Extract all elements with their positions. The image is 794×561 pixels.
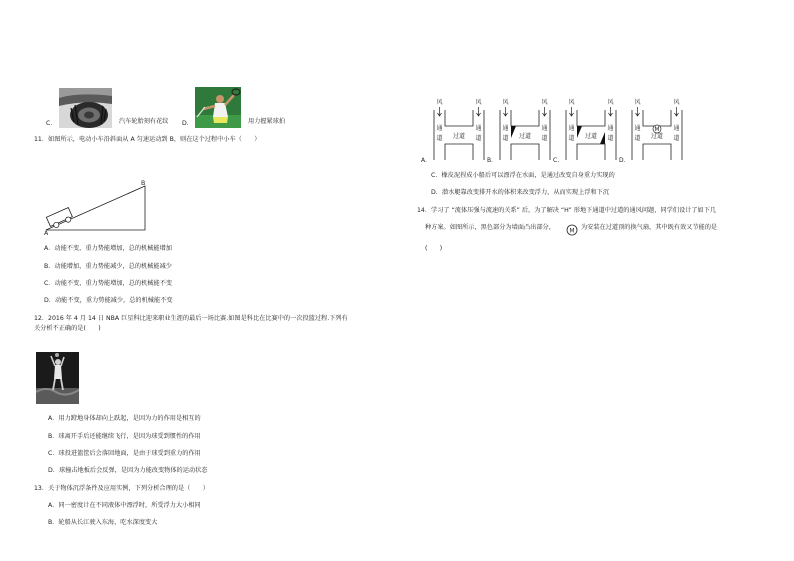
basketball-photo bbox=[36, 352, 79, 404]
passage-label: 过道 bbox=[452, 133, 466, 140]
channel-label: 通 bbox=[502, 125, 509, 132]
tunnel-diagram-c bbox=[553, 98, 616, 164]
wind-arrow-icon bbox=[438, 107, 442, 116]
q12-option-d: D．球撞击地板后会反弹，是因为力能改变物体的运动状态 bbox=[48, 467, 208, 474]
channel-label: 道 bbox=[568, 135, 575, 142]
channel-label: 道 bbox=[607, 135, 614, 142]
incline-diagram bbox=[40, 178, 152, 238]
wind-arrow-icon bbox=[504, 107, 508, 116]
q13-option-a: A．同一密度计在不同液体中漂浮时，所受浮力大小相同 bbox=[48, 502, 201, 509]
fan-symbol-icon bbox=[566, 221, 578, 233]
channel-label: 道 bbox=[436, 135, 443, 142]
point-b-label: B bbox=[141, 180, 146, 187]
q11-option-a: A．动能不变，重力势能增加，总的机械能增加 bbox=[44, 245, 172, 252]
q10-option-c-label: C． bbox=[46, 120, 57, 127]
point-a-label: A bbox=[44, 230, 49, 237]
passage-label: 过道 bbox=[650, 133, 664, 140]
q14-answer-paren: ( ) bbox=[425, 245, 443, 252]
wind-label: 风 bbox=[634, 99, 641, 106]
channel-label: 通 bbox=[568, 125, 575, 132]
wind-label: 风 bbox=[502, 99, 509, 106]
channel-label: 道 bbox=[673, 135, 680, 142]
q11-stem: 11．如图所示，电动小车沿斜面从 A 匀速运动到 B，则在这个过程中小车（ ） bbox=[34, 136, 261, 143]
q13-stem: 13．关于物体沉浮条件及应用实例，下列分析合理的是（ ） bbox=[34, 485, 209, 492]
channel-label: 通 bbox=[607, 125, 614, 132]
wind-label: 风 bbox=[607, 99, 614, 106]
channel-label: 通 bbox=[436, 125, 443, 132]
wall-protrusion bbox=[511, 126, 516, 138]
tunnel-diagram-a bbox=[421, 98, 484, 164]
passage-label: 过道 bbox=[518, 133, 532, 140]
q12-option-b: B．球离开手后还能继续飞行，是因为球受到惯性的作用 bbox=[48, 433, 201, 440]
wind-label: 风 bbox=[541, 99, 548, 106]
q13-option-c: C．橡皮泥捏成小船后可以漂浮在水面，是通过改变自身重力实现的 bbox=[431, 172, 615, 179]
option-label: A． bbox=[421, 157, 432, 164]
q13-option-d: D．潜水艇靠改变排开水的体积来改变浮力，从而实现上浮和下沉 bbox=[431, 189, 610, 196]
wind-arrow-icon bbox=[636, 107, 640, 116]
tunnel-diagram-b bbox=[487, 98, 550, 164]
wall-protrusion bbox=[577, 126, 582, 138]
wind-arrow-icon bbox=[477, 107, 481, 116]
wind-arrow-icon bbox=[543, 107, 547, 116]
q14-line2a: 种方案。如图所示，黑色部分为墙面凸出部分， bbox=[425, 224, 555, 231]
channel-label: 道 bbox=[541, 135, 548, 142]
wind-arrow-icon bbox=[609, 107, 613, 116]
wind-arrow-icon bbox=[675, 107, 679, 116]
q12-stem-line1: 12．2016 年 4 月 14 日 NBA 巨星科比迎来职业生涯的最后一场比赛.如图是科比在比赛中的一次投篮过程.下列有 bbox=[34, 315, 348, 322]
q14-line2b: 为安装在过道顶的换气扇，其中既有效又节能的是 bbox=[581, 224, 718, 231]
q10-option-d-text: 用力握紧球拍 bbox=[248, 118, 286, 125]
svg-text:M: M bbox=[569, 227, 575, 235]
q10-option-c-text: 汽车轮胎刻有花纹 bbox=[119, 118, 169, 125]
channel-label: 道 bbox=[502, 135, 509, 142]
tunnel-diagram-d bbox=[619, 98, 682, 164]
wall-protrusion bbox=[600, 132, 605, 144]
passage-label: 过道 bbox=[584, 133, 598, 140]
q11-option-d: D．动能不变，重力势能减少，总的机械能不变 bbox=[44, 297, 173, 304]
channel-label: 通 bbox=[475, 125, 482, 132]
q14-line1: 14．学习了 “流体压强与流速的关系” 后，为了解决 “H” 形地下通道中过道的通风问题，同学们设计了如下几 bbox=[417, 207, 717, 214]
wind-label: 风 bbox=[436, 99, 443, 106]
tunnel-diagrams bbox=[420, 96, 700, 166]
q11-option-b: B．动能增加，重力势能减少，总的机械能减少 bbox=[44, 263, 172, 270]
wind-label: 风 bbox=[475, 99, 482, 106]
tire-photo bbox=[59, 88, 112, 128]
tennis-player-photo bbox=[195, 87, 241, 128]
channel-label: 道 bbox=[634, 135, 641, 142]
wind-arrow-icon bbox=[570, 107, 574, 116]
fan-label: M bbox=[654, 126, 660, 133]
channel-label: 通 bbox=[673, 125, 680, 132]
q11-option-c: C．动能不变，重力势能增加，总的机械能不变 bbox=[44, 280, 173, 287]
q13-option-b: B．轮船从长江驶入东海，吃水深度变大 bbox=[48, 519, 158, 526]
option-label: B． bbox=[487, 157, 498, 164]
q12-option-c: C．球投进篮筐后会落回地面，是由于球受到重力的作用 bbox=[48, 450, 201, 457]
channel-label: 通 bbox=[541, 125, 548, 132]
q12-stem-line2: 关分析不正确的是( ) bbox=[34, 325, 101, 332]
wind-label: 风 bbox=[568, 99, 575, 106]
q12-option-a: A．用力蹬地身体却向上跃起，是因为力的作用是相互的 bbox=[48, 415, 201, 422]
option-label: D． bbox=[619, 157, 630, 164]
option-label: C． bbox=[553, 157, 564, 164]
channel-label: 道 bbox=[475, 135, 482, 142]
wind-label: 风 bbox=[673, 99, 680, 106]
q10-option-d-label: D． bbox=[182, 120, 193, 127]
channel-label: 通 bbox=[634, 125, 641, 132]
